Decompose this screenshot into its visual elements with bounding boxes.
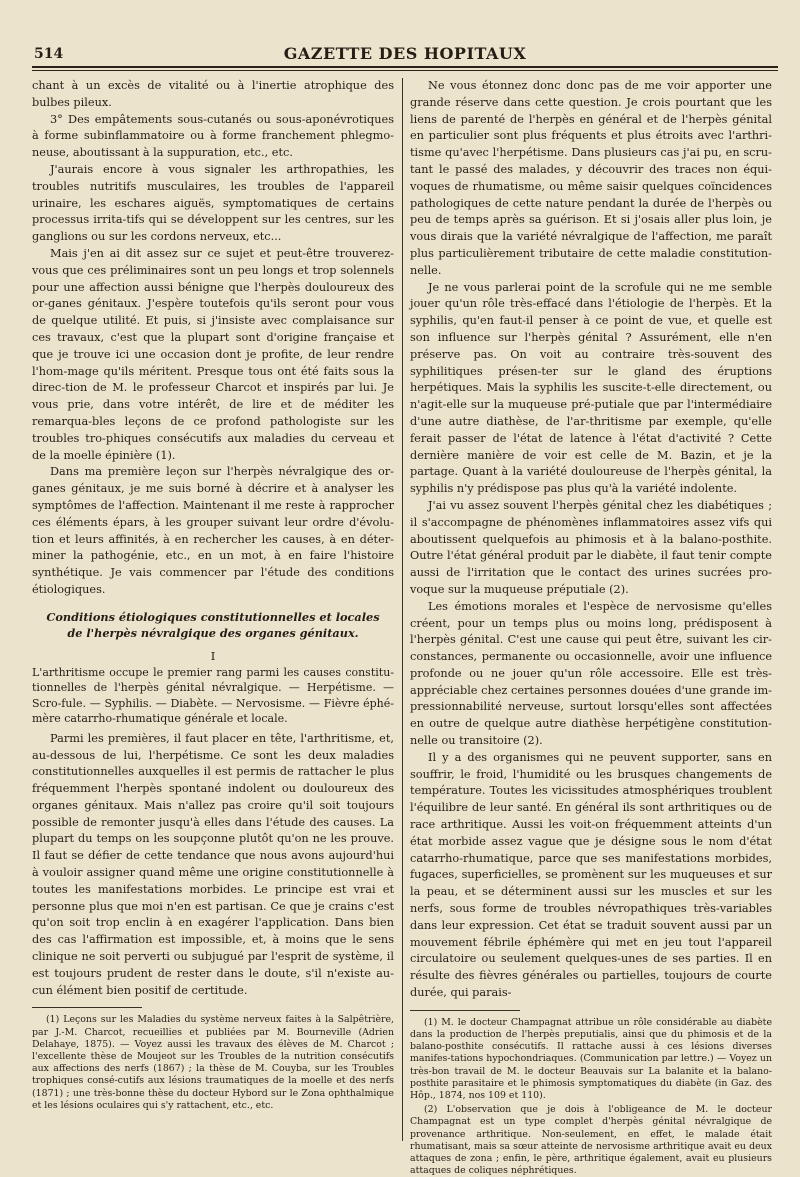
footnote: (1) Leçons sur les Maladies du système nerveux faites à la Salpêtrière, par J.-M. Charcot, recueillies et publiées par M. Bourneville (Adrien Delahaye, 1875). — Voyez aussi les travaux des élèves de M. Charcot ; l'excellente thèse de Moujeot sur les Troubles de la nutrition consécutifs aux affections des nerfs (1867) ; la thèse de M. Couyba, sur les Troubles trophiques consé-cutifs aux lésions traumatiques de la moelle et des nerfs (1871) ; une très-bonne thèse du docteur Hybord sur le Zona ophthalmique et les lésions oculaires qui s'y rattachent, etc., etc. [32, 1014, 394, 1111]
footnotes-left [32, 1014, 394, 1112]
paragraph: Parmi les premières, il faut placer en tête, l'arthritisme, et, au-dessous de lui, l'herpétisme. Ce sont les deux maladies constitutionnelles auxquelles il est permis de rattacher le plus fréquemment l'herpès spontané indolent ou douloureux des organes génitaux. Mais n'allez pas croire qu'il soit toujours possible de remonter jusqu'à elles dans l'étude des causes. La plupart du temps on les soupçonne plutôt qu'on ne les prouve. Il faut se défier de cette tendance que nous avons aujourd'hui à vouloir assigner quand même une origine constitutionnelle à toutes les manifestations morbides. Le principe est vrai et personne plus que moi n'en est partisan. Ce que je crains c'est qu'on soit trop enclin à en exagérer l'application. Dans bien des cas l'affirmation est impossible, et, à moins que le sens clinique ne soit perverti ou subjugué par l'esprit de système, il est toujours prudent de rester dans le doute, s'il n'existe au-cun élément bien positif de certitude. [32, 731, 394, 997]
page-number: 514 [34, 46, 64, 62]
paragraph: Dans ma première leçon sur l'herpès névralgique des or-ganes génitaux, je me suis borné à décrire et à analyser les symptômes de l'affection. Maintenant il me reste à rapprocher ces éléments épars, à les grouper suivant leur ordre d'évolu-tion et leurs affinités, à en rechercher les causes, à en déter-miner la pathogénie, etc., en un mot, à en faire l'histoire synthétique. Je vais commencer par l'étude des conditions étiologiques. [32, 465, 394, 596]
paragraph: Il y a des organismes qui ne peuvent supporter, sans en souffrir, le froid, l'humidité ou les brusques changements de température. Toutes les vicissitudes atmosphériques troublent l'équilibre de leur santé. En général ils sont arthritiques ou de race arthritique. Aussi les voit-on fréquemment atteints d'un état morbide assez vague que je désigne sous le nom d'état catarrho-rhumatique, parce que ses manifestations morbides, fugaces, superficielles, se promènent sur les muqueuses et sur la peau, et se déterminent aussi sur les muscles et sur les nerfs, sous forme de troubles névropathiques très-variables dans leur expression. Cet état se traduit souvent aussi par un mouvement fébrile éphémère qui met en jeu tout l'appareil circulatoire ou seulement quelques-unes de ses parties. Il en résulte des fièvres générales ou partielles, toujours de courte durée, qui parais- [410, 750, 772, 1000]
footnote: (2) L'observation que je dois à l'obligeance de M. le docteur Champagnat est un type complet d'herpès génital névralgique de provenance arthritique. Non-seulement, en effet, le malade était rhumatisant, mais sa sœur atteinte de nervosisme arthritique avait eu deux attaques de zona ; enfin, le père, arthritique également, avait eu plusieurs attaques de coliques néphrétiques. [410, 1104, 772, 1177]
paragraph: chant à un excès de vitalité ou à l'inertie atrophique des bulbes pileux. [32, 79, 394, 109]
paragraph: J'aurais encore à vous signaler les arthropathies, les troubles nutritifs musculaires, les troubles de l'appareil urinaire, les eschares aiguës, symptomatiques de certains processus irrita-tifs qui se développent sur les centres, sur les ganglions ou sur les cordons nerveux, etc... [32, 162, 394, 244]
section-title: Conditions étiologiques constitutionnelles et locales de l'herpès névralgique des organes génitaux. [46, 609, 380, 640]
journal-title: GAZETTE DES HOPITAUX [283, 44, 527, 63]
paragraph: Mais j'en ai dit assez sur ce sujet et peut-être trouverez-vous que ces préliminaires sont un peu longs et trop solennels pour une affection aussi bénigne que l'herpès douloureux des or-ganes génitaux. J'espère toutefois qu'ils seront pour vous de quelque utilité. Et puis, si j'insiste avec complaisance sur ces travaux, c'est que la plupart sont d'origine française et que je trouve ici une occasion dont je profite, de leur rendre l'hom-mage qu'ils méritent. Presque tous ont été faits sous la direc-tion de M. le professeur Charcot et inspirés par lui. Je vous prie, dans votre intérêt, de lire et de méditer les remarqua-bles leçons de ce profond pathologiste sur les troubles tro-phiques consécutifs aux maladies du cerveau et de la moelle épinière (1). [32, 246, 394, 462]
paragraph: 3° Des empâtements sous-cutanés ou sous-aponévrotiques à forme subinflammatoire ou à forme franchement phlegmo-neuse, aboutissant à la suppuration, etc., etc. [32, 112, 394, 160]
footnote-rule [410, 1010, 520, 1011]
paragraph: Je ne vous parlerai point de la scrofule qui ne me semble jouer qu'un rôle très-effacé dans l'étiologie de l'herpès. Et la syphilis, qu'en faut-il penser à ce point de vue, et quelle est son influence sur l'herpès génital ? Assurément, elle n'en préserve pas. On voit au contraire très-souvent des syphilitiques présen-ter sur le gland des éruptions herpétiques. Mais la syphilis les suscite-t-elle directement, ou n'agit-elle sur la muqueuse pré-putiale que par l'intermédiaire d'une autre diathèse, de l'ar-thritisme par exemple, qu'elle ferait passer de l'état de latence à l'état d'activité ? Cette dernière manière de voir est celle de M. Bazin, et je la partage. Quant à la variété douloureuse de l'herpès génital, la syphilis n'y prédispose pas plus qu'à la variété indolente. [410, 280, 772, 496]
page-header [32, 42, 778, 64]
column-divider [402, 78, 403, 1141]
two-column-body [32, 78, 778, 1177]
footnotes-right [410, 1017, 772, 1177]
footnote: (1) M. le docteur Champagnat attribue un rôle considérable au diabète dans la production de l'herpès preputialis, ainsi que du phimosis et de la balano-posthite consécutifs. Il rattache aussi à ces lésions diverses manifes-tations hypochondriaques. (Communication par lettre.) — Voyez un très-bon travail de M. le docteur Beauvais sur La balanite et la balano-posthite parasitaire et le phimosis symptomatiques du diabète (in Gaz. des Hôp., 1874, nos 109 et 110). [410, 1016, 772, 1102]
right-column [410, 78, 772, 1177]
header-rule-thin [32, 70, 778, 71]
header-rule [32, 66, 778, 68]
paragraph: J'ai vu assez souvent l'herpès génital chez les diabétiques ; il s'accompagne de phénomènes inflammatoires assez vifs qui aboutissent quelquefois au phimosis et à la balano-posthite. Outre l'état général produit par le diabète, il faut tenir compte aussi de l'irritation que le contact des urines sucrées pro-voque sur la muqueuse préputiale (2). [410, 498, 772, 596]
paragraph: Les émotions morales et l'espèce de nervosisme qu'elles créent, pour un temps plus ou moins long, prédisposent à l'herpès génital. C'est une cause qui peut être, suivant les cir-constances, permanente ou occasionnelle, avoir une influence profonde ou ne jouer qu'un rôle accessoire. Elle est très-appréciable chez certaines personnes douées d'une grande im-pressionnabilité nerveuse, surtout lorsqu'elles sont affectées en outre de quelque autre diathèse herpétigène constitution-nelle ou transitoire (2). [410, 599, 772, 748]
left-column [32, 78, 394, 1141]
section-number: I [210, 648, 216, 663]
footnote-rule [32, 1007, 142, 1008]
section-summary: L'arthritisme occupe le premier rang parmi les causes constitu-tionnelles de l'herpès génital névralgique. — Herpétisme. — Scro-fule. — Syphilis. — Diabète. — Nervosisme. — Fièvre éphé-mère catarrho-rhumatique générale et locale. [32, 665, 394, 726]
paragraph: Ne vous étonnez donc donc pas de me voir apporter une grande réserve dans cette question. Je crois pourtant que les liens de parenté de l'herpès en général et de l'herpès génital en particulier sont plus fréquents et plus étroits avec l'arthri-tisme qu'avec l'herpétisme. Dans plusieurs cas j'ai pu, en scru-tant le passé des malades, y découvrir des traces non équi-voques de rhumatisme, ou même saisir quelques coïncidences pathologiques de cette nature pendant la durée de l'herpès ou peu de temps après sa guérison. Et si j'osais aller plus loin, je vous dirais que la variété névralgique de l'affection, me paraît plus particulièrement tributaire de cette maladie constitution-nelle. [410, 79, 772, 277]
